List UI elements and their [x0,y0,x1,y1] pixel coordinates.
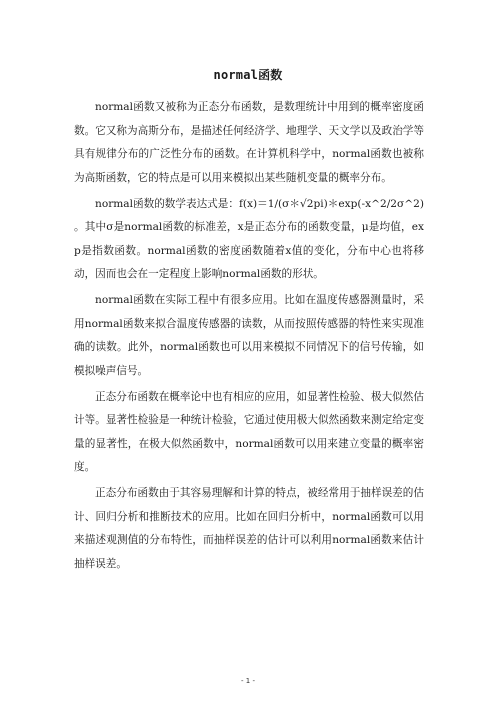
paragraph-3: normal函数在实际工程中有很多应用。比如在温度传感器测量时，采用normal函数来拟合温度传感器的读数，从而按照传感器的特性来实现准确的读数。此外，normal函数也可以用来模拟不同情况下的信号传输，如模拟噪声信号。 [74,294,424,377]
page-number: - 1 - [241,677,255,685]
document-body [74,96,424,579]
paragraph-1: normal函数又被称为正态分布函数，是数理统计中用到的概率密度函数。它又称为高斯分布，是描述任何经济学、地理学、天文学以及政治学等具有规律分布的广泛性分布的函数。在计算机科学中，normal函数也被称为高斯函数，它的特点是可以用来模拟出某些随机变量的概率分布。 [74,101,424,184]
paragraph-5: 正态分布函数由于其容易理解和计算的特点，被经常用于抽样误差的估计、回归分析和推断技术的应用。比如在回归分析中，normal函数可以用来描述观测值的分布特性，而抽样误差的估计可以利用normal函数来估计抽样误差。 [74,487,424,570]
paragraph-4: 正态分布函数在概率论中也有相应的应用，如显著性检验、极大似然估计等。显著性检验是一种统计检验，它通过使用极大似然函数来测定给定变量的显著性，在极大似然函数中，normal函数可以用来建立变量的概率密度。 [74,390,424,473]
paragraph-2: normal函数的数学表达式是：f(x)＝1/(σ＊√2pi)＊exp(-x^2/2σ^2) 。其中σ是normal函数的标准差，x是正态分布的函数变量，μ是均值，exp是指数函数。normal函数的密度函数随着x值的变化，分布中心也将移动，因而也会在一定程度上影响normal函数的形状。 [74,197,424,280]
document-title: normal函数 [213,68,283,82]
